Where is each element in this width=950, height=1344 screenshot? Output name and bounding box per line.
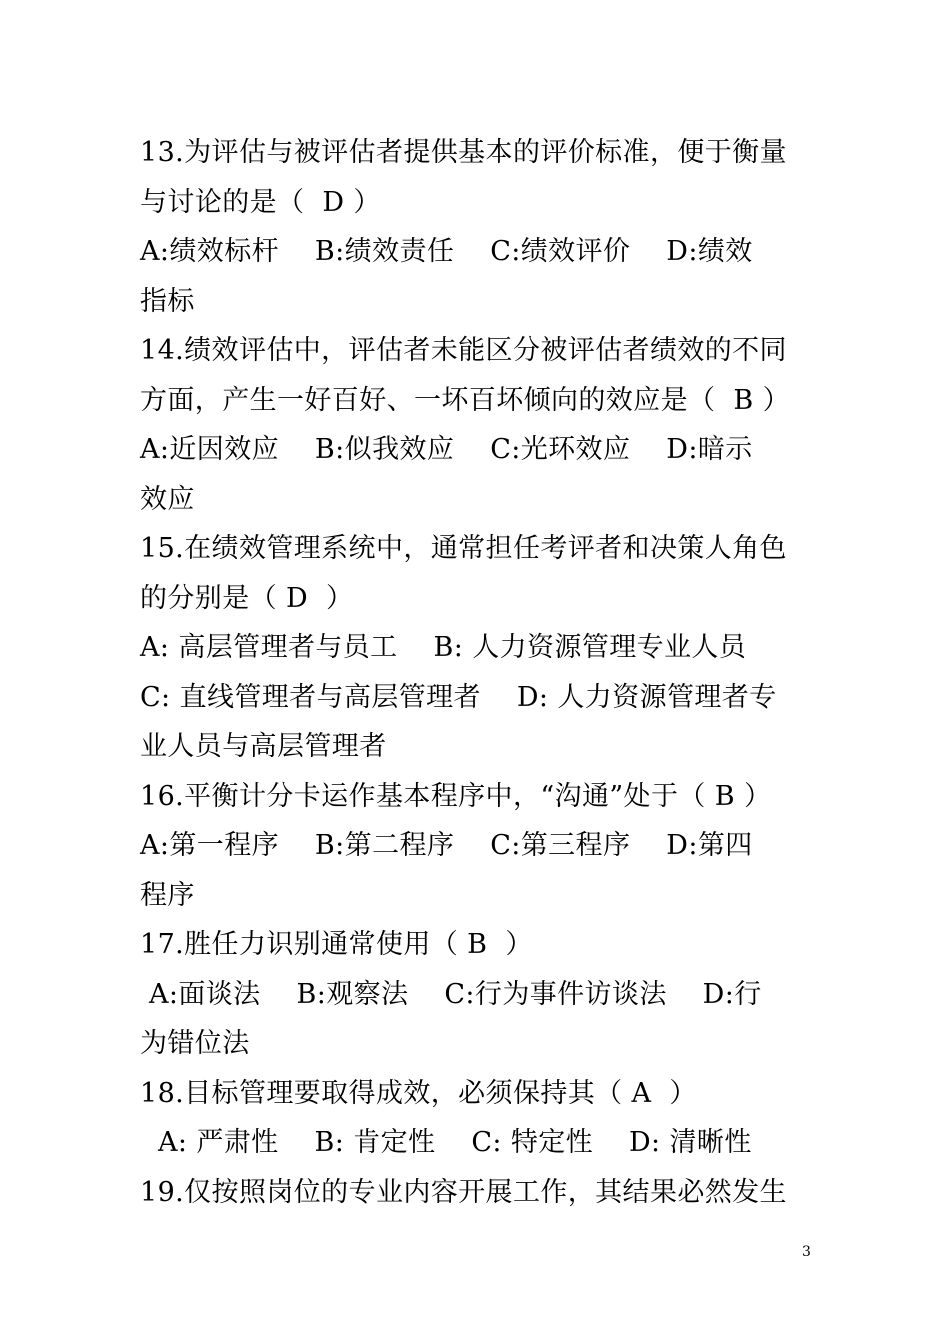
text-line: 16.平衡计分卡运作基本程序中，“沟通”处于（ B ）: [140, 780, 772, 812]
text-line: A:绩效标杆 B:绩效责任 C:绩效评价 D:绩效: [140, 236, 753, 267]
text-line: 15.在绩效管理系统中，通常担任考评者和决策人角色: [140, 533, 787, 564]
text-line: 17.胜任力识别通常使用（ B ）: [140, 929, 533, 960]
text-line: 的分别是（ D ）: [140, 582, 354, 614]
text-line: 指标: [140, 285, 195, 317]
text-line: A:面谈法 B:观察法 C:行为事件访谈法 D:行: [140, 978, 762, 1010]
text-line: A: 高层管理者与员工 B: 人力资源管理专业人员: [140, 632, 747, 663]
text-line: C: 直线管理者与高层管理者 D: 人力资源管理者专: [140, 681, 777, 713]
text-line: 程序: [140, 879, 195, 911]
text-line: A:近因效应 B:似我效应 C:光环效应 D:暗示: [140, 434, 753, 465]
text-line: 效应: [140, 483, 195, 515]
text-line: 18.目标管理要取得成效，必须保持其（ A ）: [140, 1077, 697, 1109]
text-line: A:第一程序 B:第二程序 C:第三程序 D:第四: [140, 830, 753, 861]
text-line: 与讨论的是（ D ）: [140, 186, 381, 218]
text-line: 业人员与高层管理者: [140, 731, 387, 762]
text-line: A: 严肃性 B: 肯定性 C: 特定性 D: 清晰性: [140, 1127, 752, 1158]
text-line: 方面，产生一好百好、一坏百坏倾向的效应是（ B ）: [140, 384, 790, 416]
text-line: 为错位法: [140, 1028, 250, 1059]
text-line: 13.为评估与被评估者提供基本的评价标准，便于衡量: [140, 137, 787, 168]
text-line: 14.绩效评估中，评估者未能区分被评估者绩效的不同: [140, 335, 787, 366]
page-content: [140, 128, 815, 1217]
page-number: 3: [802, 1244, 811, 1260]
text-line: 19.仅按照岗位的专业内容开展工作，其结果必然发生: [140, 1176, 787, 1208]
